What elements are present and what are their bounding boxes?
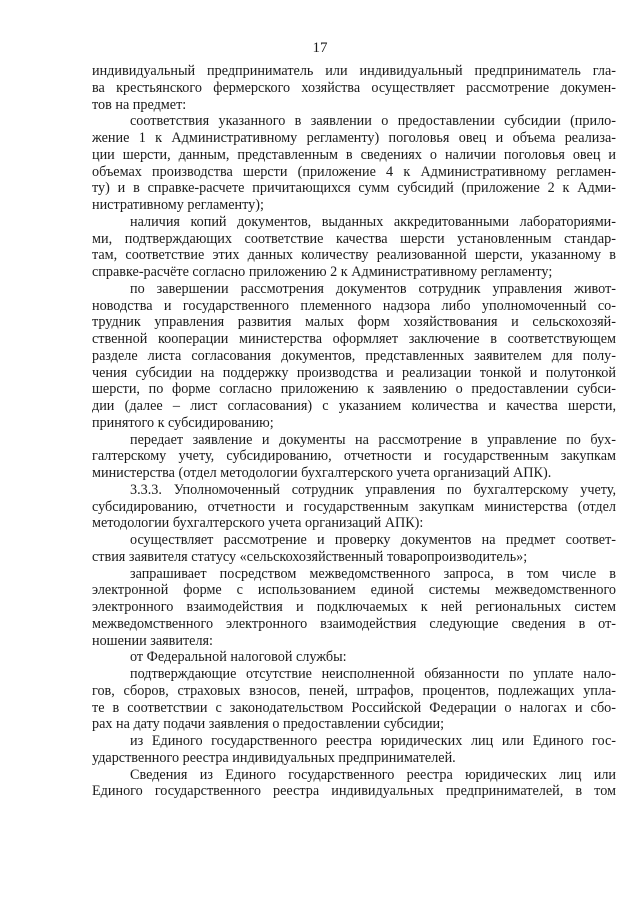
text-line: рах на дату подачи заявления о предоставлении субсидии; (92, 716, 445, 733)
text-line: ношении заявителя: (92, 632, 213, 649)
text-line: разделе листа согласования документов, представленных заявителем для полу- (92, 347, 616, 364)
text-line: запрашивает посредством межведомственного запроса, в том числе в (130, 565, 616, 582)
text-line: ту) и в справке-расчете причитающихся сумм субсидий (приложение 2 к Адми- (92, 180, 616, 197)
text-line: министерства (отдел методологии бухгалтерского учета организаций АПК). (92, 465, 552, 481)
text-line: нистративному регламенту); (92, 197, 264, 213)
page-number: 17 (312, 40, 328, 56)
text-line: Единого государственного реестра индивидуальных предпринимателей, в том (92, 783, 616, 800)
text-line: ции шерсти, данным, представленным в сведениях о наличии поголовья овец и (92, 146, 616, 163)
text-line: ми, подтверждающих соответствие качества шерсти установленным стандар- (92, 230, 616, 247)
text-line: шерсти, по форме согласно приложению к заявлению о предоставлении субси- (92, 381, 616, 398)
text-line: подтверждающие отсутствие неисполненной обязанности по уплате нало- (130, 666, 616, 682)
text-line: дии (далее – лист согласования) с указанием количества и качества шерсти, (92, 398, 616, 414)
text-line: справке-расчёте согласно приложению 2 к Административному регламенту; (92, 264, 553, 280)
text-line: передает заявление и документы на рассмотрение в управление по бух- (130, 431, 616, 448)
text-line: принятого к субсидированию; (92, 414, 274, 431)
text-line: там, соответствие этих данных количеству реализованной шерсти, указанному в (92, 247, 616, 264)
text-line: осуществляет рассмотрение и проверку документов на предмет соответ- (130, 532, 616, 548)
text-line: трудник управления развития малых форм хозяйствования и сельскохозяй- (92, 314, 616, 331)
text-line: от Федеральной налоговой службы: (130, 649, 347, 666)
text-line: галтерскому учету, субсидированию, отчетности и государственным закупкам (92, 448, 616, 465)
text-line: ударственного реестра индивидуальных предпринимателей. (92, 749, 456, 766)
text-line: наличия копий документов, выданных аккредитованными лабораториями- (130, 213, 616, 230)
text-line: методологии бухгалтерского учета организаций АПК): (92, 515, 424, 532)
text-line: ва крестьянского фермерского хозяйства осуществляет рассмотрение докумен- (92, 79, 616, 96)
text-line: гов, сборов, страховых взносов, пеней, штрафов, процентов, подлежащих упла- (92, 682, 616, 699)
text-line: тов на предмет: (92, 96, 187, 113)
text-line: по завершении рассмотрения документов сотрудник управления живот- (130, 280, 616, 297)
text-line: ственной кооперации министерства оформляет заключение в соответствующем (92, 331, 616, 347)
text-line: из Единого государственного реестра юридических лиц или Единого гос- (130, 733, 616, 749)
text-line: ствия заявителя статусу «сельскохозяйственный товаропроизводитель»; (92, 548, 528, 565)
text-line: те в соответствии с законодательством Российской Федерации о налогах и сбо- (92, 699, 616, 716)
text-line: электронной форме с использованием единой системы межведомственного (92, 582, 616, 599)
text-line: индивидуальный предприниматель или индивидуальный предприниматель гла- (92, 63, 616, 79)
text-line: субсидированию, отчетности и государственным закупкам министерства (отдел (92, 498, 616, 515)
text-line: объемах производства шерсти (приложение 4 к Административному регламен- (92, 163, 616, 180)
text-line: 3.3.3. Уполномоченный сотрудник управления по бухгалтерскому учету, (130, 481, 616, 498)
text-line: соответствия указанного в заявлении о предоставлении субсидии (прило- (130, 113, 616, 130)
text-line: жение 1 к Административному регламенту) поголовья овец и объема реализа- (92, 130, 616, 146)
text-line: электронного взаимодействия и подключаемых к ней региональных систем (92, 599, 616, 615)
text-line: чения субсидии на поддержку производства и реализации тонкой и полутонкой (92, 364, 616, 381)
text-line: новодства и государственного племенного надзора либо уполномоченный со- (92, 297, 616, 314)
document-body (92, 63, 616, 800)
text-line: межведомственного электронного взаимодействия следующие сведения в от- (92, 615, 616, 632)
text-line: Сведения из Единого государственного реестра юридических лиц или (130, 766, 616, 783)
